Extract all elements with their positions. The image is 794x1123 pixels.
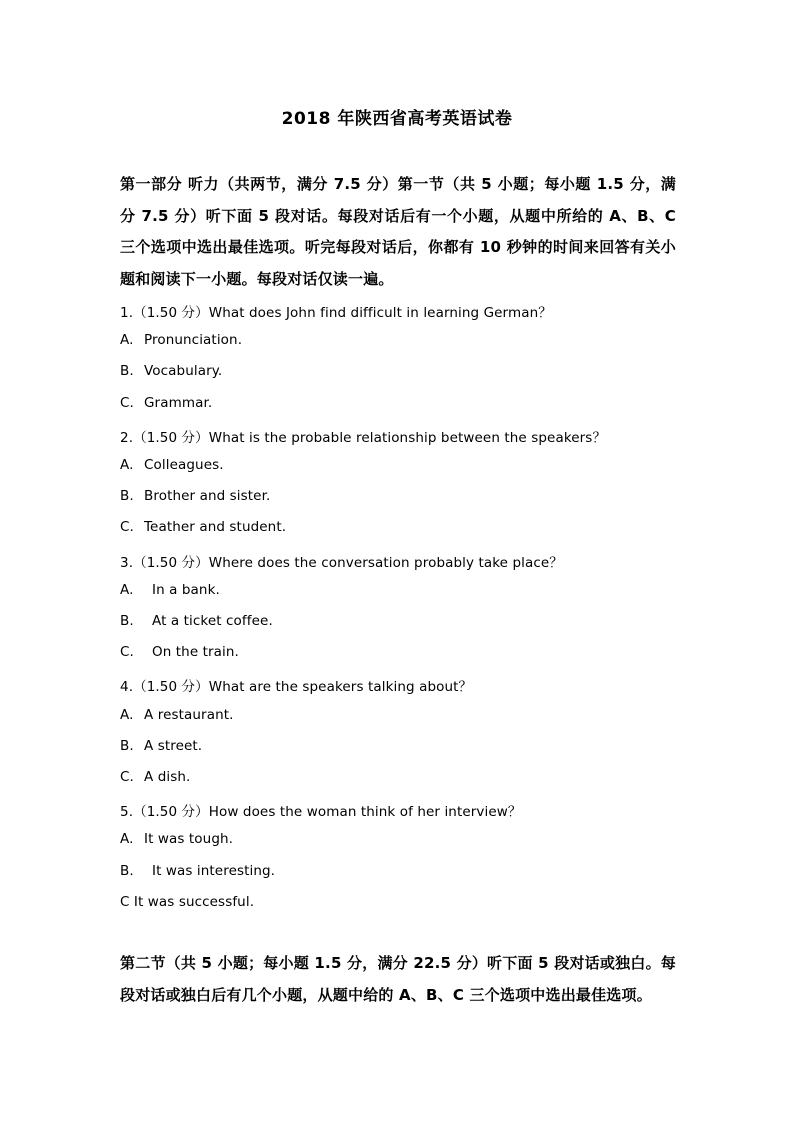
question-3 [120,551,563,571]
question-number: 2. [120,430,134,446]
option-3a: A. In a bank. [120,582,220,598]
option-3b: B. At a ticket coffee. [120,613,273,629]
option-4a: A. A restaurant. [120,707,234,723]
question-score: （1.50 分） [133,305,209,321]
question-number: 3. [120,555,134,571]
question-2 [120,426,606,446]
question-text: How does the woman think of her interview？ [208,804,522,820]
question-5 [120,800,522,820]
option-5b: B. It was interesting. [120,863,276,879]
option-1a: A. Pronunciation. [120,332,243,348]
question-number: 4. [120,679,134,695]
question-score: （1.50 分） [133,555,209,571]
option-2b: B. Brother and sister. [120,488,271,504]
question-text: What are the speakers talking about？ [208,679,473,695]
question-text: What is the probable relationship between the speakers？ [208,430,607,446]
question-score: （1.50 分） [133,679,209,695]
option-1b: B. Vocabulary. [120,363,223,379]
option-2c: C. Teather and student. [120,519,287,535]
question-text: What does John find difficult in learning German？ [208,305,552,321]
question-number: 5. [120,804,134,820]
option-1c: C. Grammar. [120,395,213,411]
option-4b: B. A street. [120,738,203,754]
question-number: 1. [120,305,134,321]
option-5a: A. It was tough. [120,831,234,847]
question-score: （1.50 分） [133,804,209,820]
section1-instructions: 第一部分 听力（共两节，满分 7.5 分）第一节（共 5 小题；每小题 1.5 分，满分 7.5 分）听下面 5 段对话。每段对话后有一个小题，从题中所给的 A、B、C 三个选项中选出最佳选项。听完每段对话后，你都有 10 秒钟的时间来回答有关小题和阅读下一小题。每段对话仅读一遍。 [120,175,676,288]
question-score: （1.50 分） [133,430,209,446]
option-2a: A. Colleagues. [120,457,224,473]
section2-instructions: 第二节（共 5 小题；每小题 1.5 分，满分 22.5 分）听下面 5 段对话或独白。每段对话或独白后有几个小题，从题中给的 A、B、C 三个选项中选出最佳选项。 [120,954,676,1004]
question-4 [120,675,472,695]
question-1 [120,301,552,321]
question-text: Where does the conversation probably take place？ [208,555,563,571]
option-3c: C. On the train. [120,644,239,660]
page-title: 2018 年陕西省高考英语试卷 [281,109,513,129]
option-5c: C It was successful. [120,894,255,910]
option-4c: C. A dish. [120,769,191,785]
